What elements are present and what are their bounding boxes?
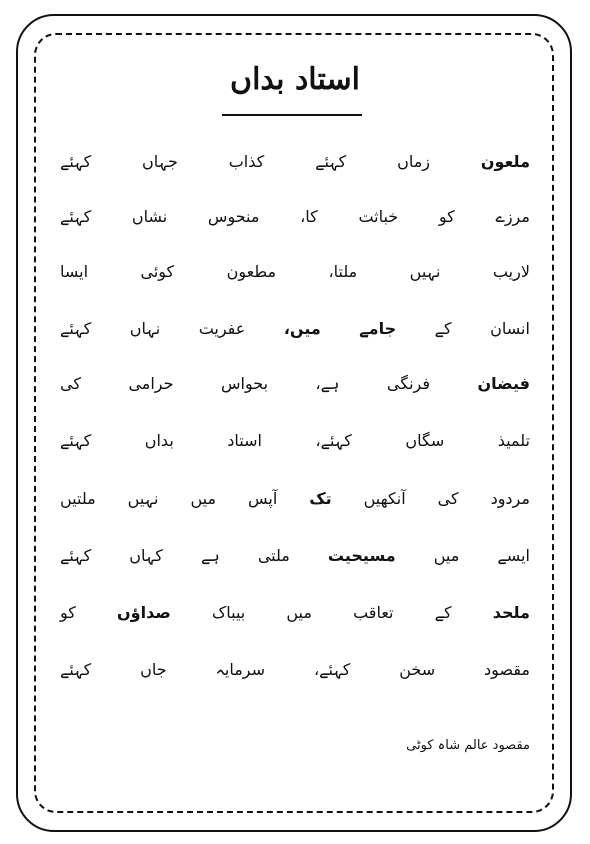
verse-word: ہے [200,545,220,565]
verse-word: کہئے [60,659,92,679]
verse-word: جاں [140,659,167,679]
verse-word: نہیں [127,488,159,508]
verse-word: جامے [359,318,397,338]
verse-word: تلمیذ [497,430,530,450]
verse-word: مردود [490,488,530,508]
verse-word: میں [286,602,312,622]
verse-word: استاد [227,430,262,450]
verse-word: کو [60,602,76,622]
verse-word: کہئے [60,206,92,226]
verse-word: لاریب [492,261,530,281]
verse-line [60,201,530,231]
verse-line [60,597,530,627]
verse-word: سرمایہ [215,659,266,679]
verse-word: زماں [397,151,430,171]
verse-word: ملتیں [60,488,96,508]
verse-word: عفریت [198,318,246,338]
verse-word: آنکھیں [363,488,406,508]
verse-word: تک [309,488,332,508]
verse-word: کہئے [60,151,92,171]
verse-word: جہاں [142,151,178,171]
verse-word: کو [438,206,455,226]
verse-word: نہاں [129,318,161,338]
verse-line [60,654,530,684]
verse-line [60,540,530,570]
verse-word: خباثت [358,206,399,226]
verse-word: کے [434,318,452,338]
verse-word: مسیحیت [327,545,396,565]
verse-word: فیضان [477,373,530,393]
verse-word: کہئے [60,318,92,338]
verse-word: کی [437,488,459,508]
verse-word: میں [190,488,217,508]
verse-word: ملحد [492,602,530,622]
verse-word: مقصود [484,659,530,679]
verse-word: کہئے، [315,430,352,450]
title-underline [222,114,362,116]
verse-word: منحوس [207,206,260,226]
verse-line [60,425,530,455]
verse-line [60,146,530,176]
verse-word: حرامی [128,373,174,393]
verse-word: بداں [144,430,174,450]
verse-word: کے [434,602,452,622]
verse-word: کہئے [60,545,92,565]
poet-signature: مقصود عالم شاہ کوٹی [406,738,530,753]
verse-word: کہئے، [313,659,351,679]
verse-word: کذاب [228,151,265,171]
verse-word: فرنگی [386,373,431,393]
verse-word: کہئے [60,430,92,450]
verse-word: بیباک [211,602,246,622]
verse-word: ایسے [497,545,530,565]
verse-word: تعاقب [353,602,394,622]
verse-word: سخن [399,659,436,679]
verse-word: ہے، [315,373,340,393]
verse-word: نہیں [409,261,441,281]
verse-word: مطعون [226,261,277,281]
verse-word: ملتی [257,545,290,565]
verse-word: کوئی [140,261,175,281]
verse-word: کہاں [129,545,163,565]
poem-title: استاد بداں [230,62,360,97]
verse-word: میں [433,545,460,565]
verse-line [60,368,530,398]
verse-word: ملعون [480,151,530,171]
verse-line [60,313,530,343]
verse-word: آپس [247,488,278,508]
verse-word: انسان [490,318,530,338]
verse-word: کی [60,373,81,393]
verse-word: ایسا [60,261,89,281]
verse-word: ملتا، [328,261,358,281]
verse-word: سگاں [405,430,445,450]
verse-word: میں، [283,318,321,338]
verse-word: کا، [300,206,318,226]
verse-word: بحواس [221,373,269,393]
verse-line [60,483,530,513]
verse-line [60,256,530,286]
verse-word: صداؤں [117,602,171,622]
verse-word: مرزے [495,206,530,226]
verse-word: کہئے [315,151,347,171]
verse-word: نشاں [131,206,168,226]
